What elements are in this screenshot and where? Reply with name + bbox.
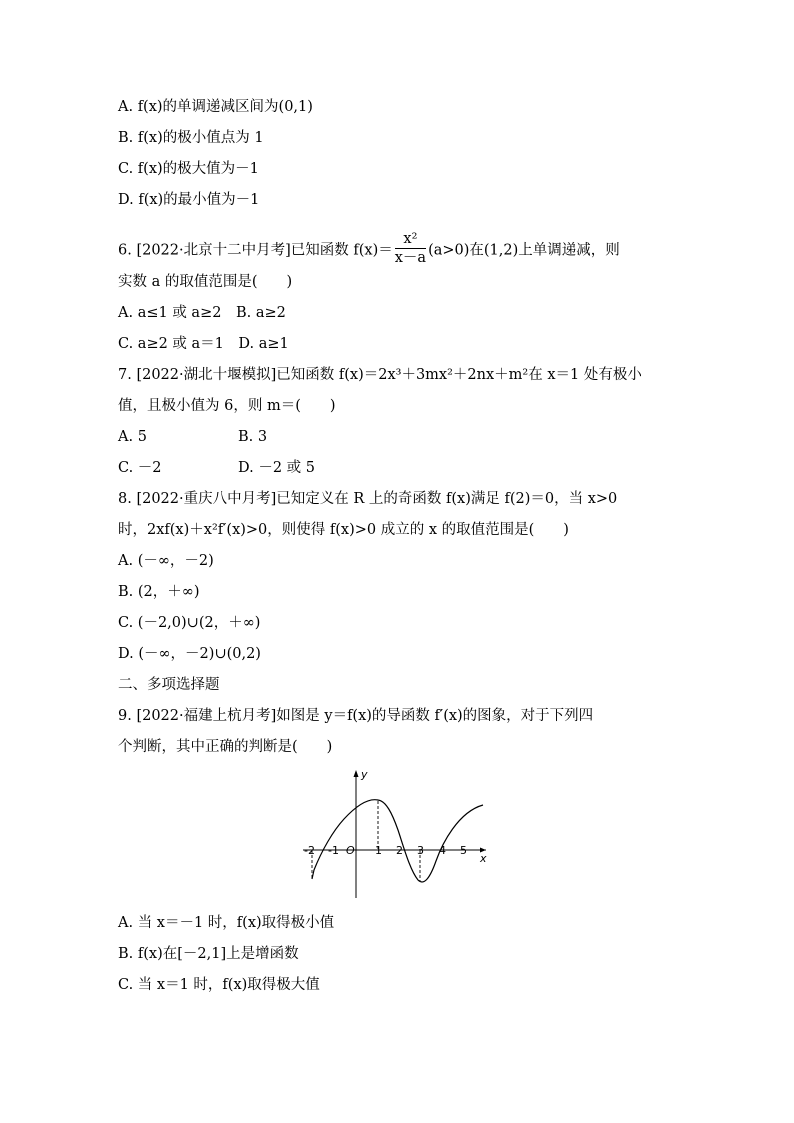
- tick-label-2: 2: [396, 844, 403, 857]
- q9-stem-line2: 个判断，其中正确的判断是( ): [118, 739, 333, 755]
- section-heading: 二、多项选择题: [118, 677, 220, 693]
- q5-option-b: B. f(x)的极小值点为 1: [118, 130, 264, 146]
- q8-option-d: D. (－∞，－2)∪(0,2): [118, 646, 261, 662]
- tick-label-3: 3: [417, 844, 424, 857]
- q8-option-b: B. (2，＋∞): [118, 584, 200, 600]
- q6-stem-line2: 实数 a 的取值范围是( ): [118, 274, 293, 290]
- derivative-graph: [300, 768, 490, 900]
- q6-stem-before: 6. [2022·北京十二中月考]已知函数 f(x)＝: [118, 242, 393, 259]
- tick-label-m2: -2: [304, 844, 315, 857]
- q8-option-c: C. (－2,0)∪(2，＋∞): [118, 615, 261, 631]
- q6-fraction: [395, 230, 426, 267]
- q6-stem: [118, 232, 620, 269]
- origin-label: O: [346, 844, 355, 857]
- q9-option-a: A. 当 x＝－1 时，f(x)取得极小值: [118, 915, 335, 931]
- q6-stem-after: (a>0)在(1,2)上单调递减，则: [428, 242, 620, 259]
- q7-stem-line1: 7. [2022·湖北十堰模拟]已知函数 f(x)＝2x³＋3mx²＋2nx＋m²在 x＝1 处有极小: [118, 367, 642, 383]
- tick-label-1: 1: [375, 844, 382, 857]
- q9-option-b: B. f(x)在[－2,1]上是增函数: [118, 946, 299, 962]
- q6-frac-denominator: x－a: [394, 250, 427, 266]
- q5-option-d: D. f(x)的最小值为－1: [118, 192, 260, 208]
- q8-stem-line1: 8. [2022·重庆八中月考]已知定义在 R 上的奇函数 f(x)满足 f(2)＝0，当 x>0: [118, 491, 618, 507]
- q5-option-a: A. f(x)的单调递减区间为(0,1): [118, 99, 313, 115]
- tick-label-m1: -1: [328, 844, 339, 857]
- q5-option-c: C. f(x)的极大值为－1: [118, 161, 259, 177]
- q9-stem-line1: 9. [2022·福建上杭月考]如图是 y＝f(x)的导函数 f′(x)的图象，对于下列四: [118, 708, 594, 724]
- q8-option-a: A. (－∞，－2): [118, 553, 214, 569]
- q6-frac-numerator: x²: [395, 230, 426, 249]
- q8-stem-line2: 时，2xf(x)＋x²f′(x)>0，则使得 f(x)>0 成立的 x 的取值范围是( ): [118, 522, 569, 538]
- q6-options-ab: A. a≤1 或 a≥2 B. a≥2: [118, 305, 286, 321]
- q7-stem-line2: 值，且极小值为 6，则 m＝( ): [118, 398, 336, 414]
- q9-option-c: C. 当 x＝1 时，f(x)取得极大值: [118, 977, 320, 993]
- q7-option-c: C. －2: [118, 460, 162, 476]
- tick-label-4: 4: [439, 844, 446, 857]
- derivative-curve: [312, 800, 483, 882]
- q6-options-cd: C. a≥2 或 a＝1 D. a≥1: [118, 336, 289, 352]
- q7-option-d: D. －2 或 5: [238, 460, 315, 476]
- q7-option-a: A. 5: [118, 429, 147, 445]
- y-axis-arrow: [354, 770, 359, 777]
- x-axis-label: x: [480, 852, 487, 865]
- q7-option-b: B. 3: [238, 429, 268, 445]
- y-axis-label: y: [361, 768, 368, 781]
- tick-label-5: 5: [460, 844, 467, 857]
